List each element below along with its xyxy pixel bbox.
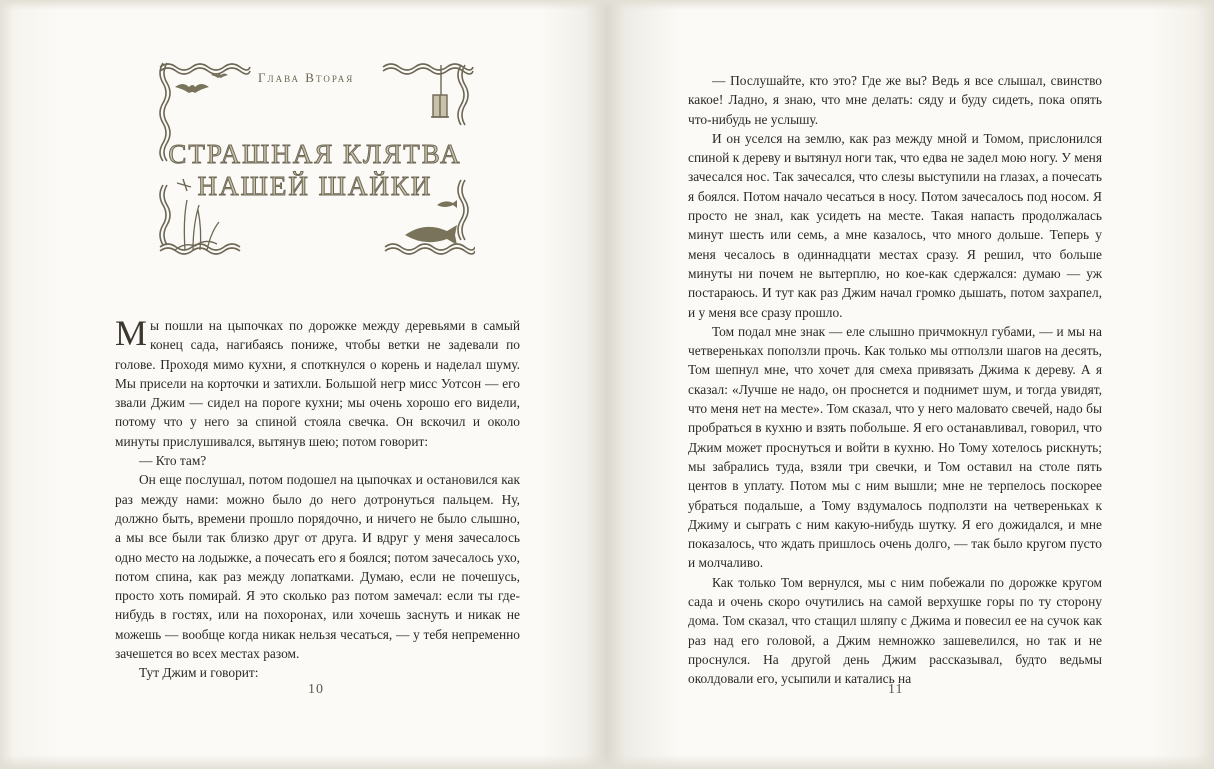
fish-icon	[405, 225, 457, 245]
paragraph: И он уселся на землю, как раз между мной и Томом, прислонился спиной к дереву и вытянул ноги так, что едва не задел мою ногу. У меня зачесался нос. Так зачесался, что слезы выступили на глазах, а почесать я боялся. Потом начало чесаться в носу. Потом зачесалось под носом. Я просто не знал, как усидеть на месте. Такая напасть продолжалась минут шесть или семь, а мне казалось, что много дольше. Теперь у меня чесалось в одиннадцати местах сразу. Я решил, что больше минуты ни почем не вытерплю, но кое-как сдержался: думаю — уж постараюсь. И тут как раз Джим начал громко дышать, потом захрапел, и у меня все сразу прошло.	[688, 130, 1102, 320]
paragraph: — Послушайте, кто это? Где же вы? Ведь я все слышал, свинство какое! Ладно, я знаю, что мне делать: сяду и буду сидеть, пока опять что-нибудь не услышу.	[688, 73, 1102, 127]
paragraph: Как только Том вернулся, мы с ним побежали по дорожке кругом сада и очень скоро очутились на самой верхушке горы по ту сторону дома. Том сказал, что стащил шляпу с Джима и повесил ее на сучок как раз над его головой, а Джим немножко зашевелился, но так и не проснулся. На другой день Джим рассказывал, будто ведьмы околдовали его, усыпили и катались на	[688, 574, 1102, 687]
reeds-icon	[175, 200, 219, 250]
paragraph: — Кто там?	[139, 453, 207, 469]
right-body-text	[688, 71, 1102, 689]
bat-small-icon	[211, 74, 228, 79]
chapter-label: Глава Вторая	[258, 70, 355, 85]
drop-cap: М	[115, 313, 148, 353]
paragraph	[115, 313, 520, 451]
left-body-text	[115, 313, 520, 683]
paragraph-text: ы пошли на цыпочках по дорожке между деревьями в самый конец сада, нагибаясь пониже, чтобы ветки не задевали по голове. Проходя мимо кухни, я споткнулся о корень и наделал шуму. Мы присели на корточки и затихли. Большой негр мисс Уотсон — его звали Джим — сидел на пороге кухни; мы очень хорошо его видели, потому что у него за спиной стояла свечка. Он вскочил и около минуты прислушивался, вытянув шею; потом говорит:	[115, 318, 520, 449]
paragraph: Он еще послушал, потом подошел на цыпочках и остановился как раз между нами: можно было до него дотронуться пальцем. Ну, должно быть, времени прошло порядочно, и ничего не было слышно, а мы все были так близко друг от друга. И вдруг у меня зачесалось одно место на лодыжке, а почесать его я боялся; потом зачесалось ухо, потом спина, как раз между лопатками. Думаю, если не почешусь, просто хоть помирай. Я это сколько раз потом замечал: если ты где-нибудь в гостях, или на похоронах, или хочешь заснуть и никак не можешь — вообще когда никак нельзя чесаться, — у тебя непременно зачешется во всех местах разом.	[115, 472, 520, 662]
chapter-title-line-1: СТРАШНАЯ КЛЯТВА	[168, 139, 462, 169]
chapter-title	[160, 138, 470, 202]
paragraph: Том подал мне знак — еле слышно причмокнул губами, — и мы на четвереньках поползли прочь. Как только мы отползли шагов на десять, Том шепнул мне, что хочет для смеха привязать Джима к дереву. А я сказал: «Лучше не надо, он проснется и поднимет шум, и тогда увидят, что меня нет на месте». Том сказал, что у него маловато свечей, надо бы пробраться в кухню и взять побольше. Я его останавливал, говорил, что Джим может проснуться и войти в кухню. Но Тому хотелось рискнуть; мы забрались туда, взяли три свечки, и Том оставил на столе пять центов в уплату. Потом мы с ним вышли; мне не терпелось поскорее убраться подальше, а Тому вздумалось подползти на четвереньках к Джиму и сыграть с ним какую-нибудь шутку. Я его дожидался, и мне показалось, что ждать пришлось очень долго, — так было кругом пусто и молчаливо.	[688, 323, 1102, 571]
page-number: 10	[308, 682, 324, 697]
chapter-title-line-2: НАШЕЙ ШАЙКИ	[197, 171, 433, 201]
page-number: 11	[888, 682, 904, 697]
bat-icon	[175, 84, 209, 93]
paragraph: Тут Джим и говорит:	[139, 665, 259, 681]
